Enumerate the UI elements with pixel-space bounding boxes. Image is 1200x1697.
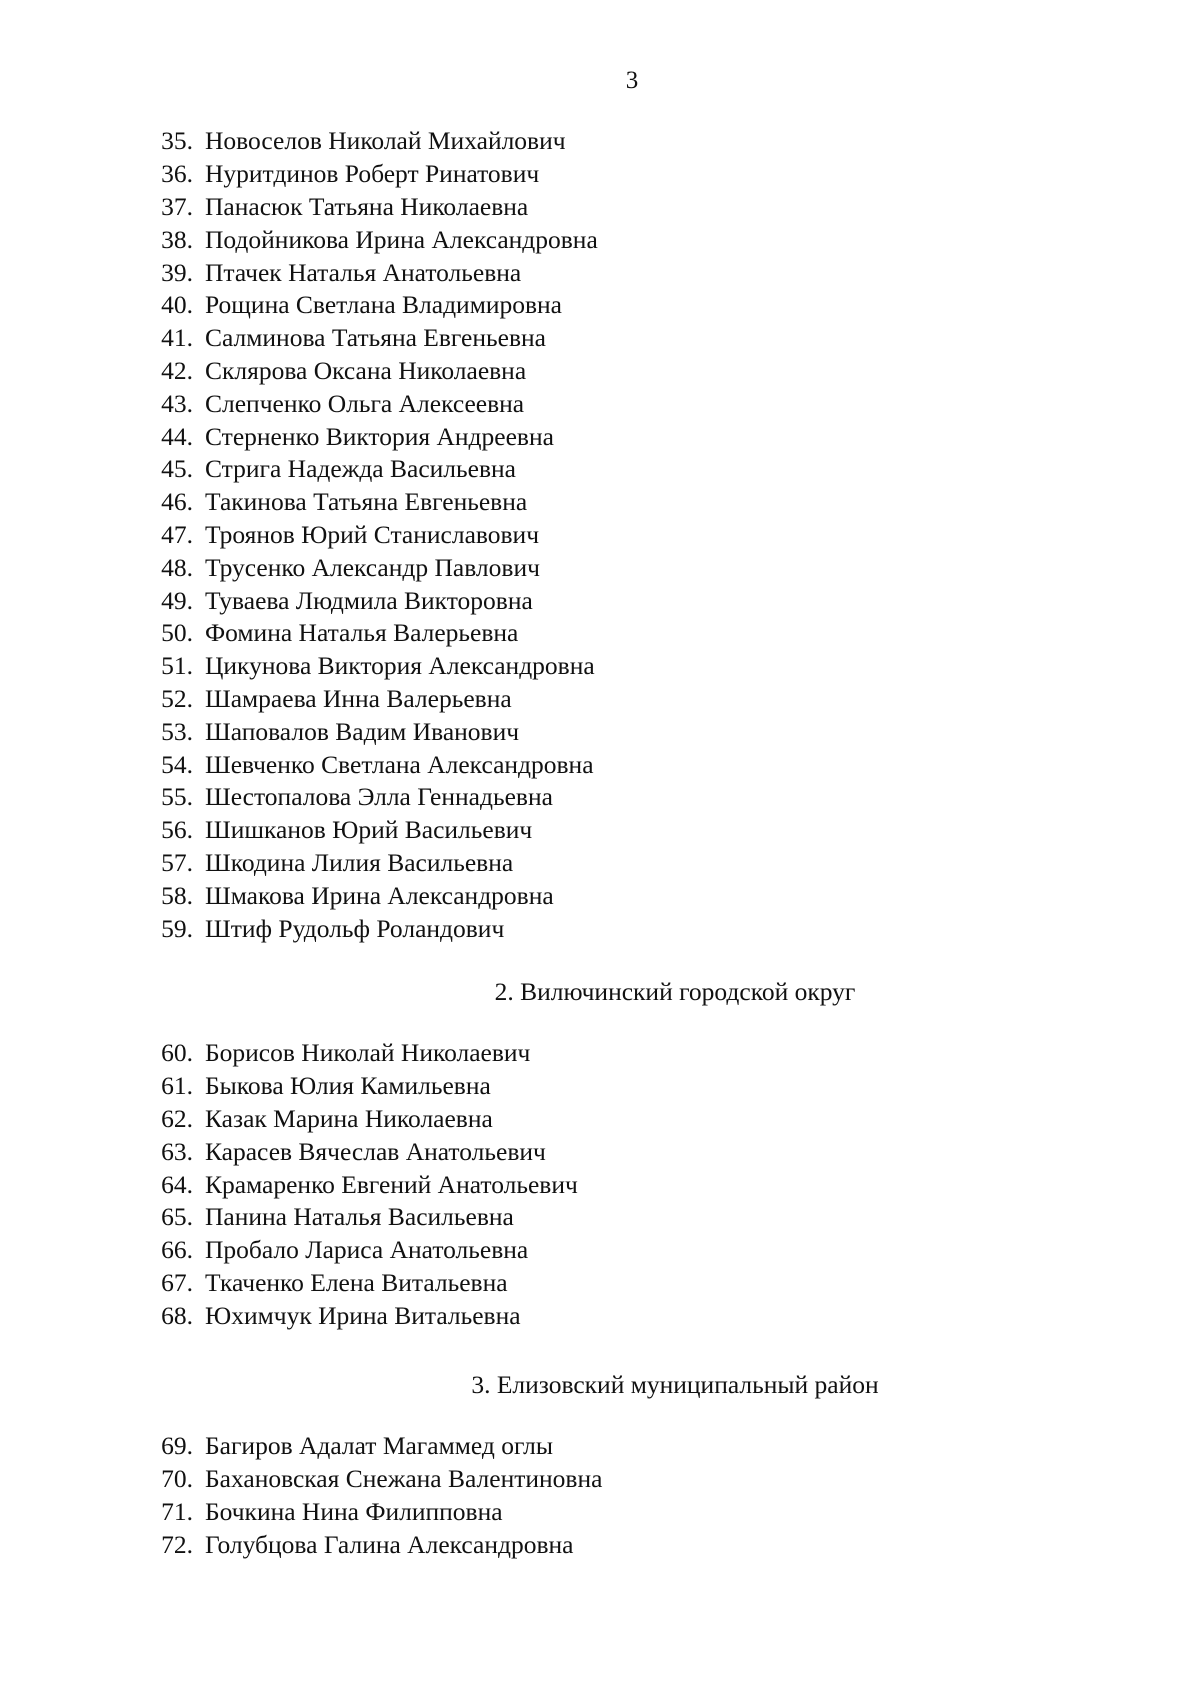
list-item-person-name: Троянов Юрий Станиславович [205, 519, 540, 549]
list-item-person-name: Такинова Татьяна Евгеньевна [205, 487, 528, 517]
list-item [143, 1201, 1043, 1234]
name-list-section-2 [143, 1037, 1043, 1332]
list-item [143, 453, 1043, 486]
list-item-number: 72. [161, 1529, 193, 1559]
list-item [143, 289, 1043, 322]
list-item-number: 44. [161, 421, 193, 451]
list-item-person-name: Трусенко Александр Павлович [205, 552, 540, 582]
list-item [143, 814, 1043, 847]
list-item-number: 50. [161, 618, 193, 648]
list-item-person-name: Фомина Наталья Валерьевна [205, 618, 519, 648]
list-item [143, 519, 1043, 552]
list-item [143, 1528, 1043, 1561]
list-item-person-name: Стерненко Виктория Андреевна [205, 421, 554, 451]
page-number: 3 [625, 67, 639, 94]
list-item-number: 65. [161, 1202, 193, 1232]
section-heading-elizovsky: 3. Елизовский муниципальный район [471, 1370, 879, 1399]
list-item [143, 322, 1043, 355]
list-item [143, 715, 1043, 748]
list-item [143, 1168, 1043, 1201]
list-item-number: 52. [161, 683, 193, 713]
list-item [143, 420, 1043, 453]
list-item-number: 57. [161, 847, 193, 877]
name-list-section-3 [143, 1430, 1043, 1561]
list-item [143, 486, 1043, 519]
list-item-person-name: Шкодина Лилия Васильевна [205, 847, 514, 877]
list-item-number: 38. [161, 224, 193, 254]
list-item-number: 49. [161, 585, 193, 615]
list-item-person-name: Шевченко Светлана Александровна [205, 749, 594, 779]
list-item-number: 56. [161, 815, 193, 845]
list-item [143, 551, 1043, 584]
list-item-person-name: Багиров Адалат Магаммед оглы [205, 1431, 553, 1461]
list-item [143, 1234, 1043, 1267]
list-item [143, 1496, 1043, 1529]
list-item-number: 69. [161, 1431, 193, 1461]
list-item [143, 387, 1043, 420]
list-item-number: 43. [161, 388, 193, 418]
list-item-number: 68. [161, 1300, 193, 1330]
list-item [143, 1037, 1043, 1070]
list-item [143, 617, 1043, 650]
list-item-number: 36. [161, 159, 193, 189]
list-item-person-name: Панасюк Татьяна Николаевна [205, 191, 529, 221]
list-item [143, 1267, 1043, 1300]
list-item-person-name: Голубцова Галина Александровна [205, 1529, 574, 1559]
list-item-person-name: Склярова Оксана Николаевна [205, 355, 527, 385]
list-item-person-name: Крамаренко Евгений Анатольевич [205, 1169, 578, 1199]
list-item-person-name: Шмакова Ирина Александровна [205, 880, 554, 910]
list-item-number: 55. [161, 782, 193, 812]
list-item-person-name: Ткаченко Елена Витальевна [205, 1267, 508, 1297]
list-item [143, 650, 1043, 683]
list-item-number: 54. [161, 749, 193, 779]
list-item [143, 781, 1043, 814]
list-item-number: 48. [161, 552, 193, 582]
list-item-person-name: Борисов Николай Николаевич [205, 1038, 531, 1068]
list-item-person-name: Панина Наталья Васильевна [205, 1202, 514, 1232]
list-item-number: 60. [161, 1038, 193, 1068]
list-item-person-name: Шаповалов Вадим Иванович [205, 716, 520, 746]
list-item-number: 46. [161, 487, 193, 517]
list-item-number: 71. [161, 1496, 193, 1526]
list-item-number: 66. [161, 1235, 193, 1265]
list-item-person-name: Карасев Вячеслав Анатольевич [205, 1136, 546, 1166]
list-item-person-name: Бочкина Нина Филипповна [205, 1496, 503, 1526]
list-item-person-name: Штиф Рудольф Роландович [205, 913, 505, 943]
list-item-number: 45. [161, 454, 193, 484]
list-item [143, 683, 1043, 716]
list-item-number: 37. [161, 191, 193, 221]
list-item-number: 64. [161, 1169, 193, 1199]
list-item-number: 42. [161, 355, 193, 385]
list-item-number: 61. [161, 1071, 193, 1101]
list-item [143, 1070, 1043, 1103]
list-item-person-name: Бахановская Снежана Валентиновна [205, 1464, 603, 1494]
list-item-number: 70. [161, 1464, 193, 1494]
list-item-number: 58. [161, 880, 193, 910]
list-item-person-name: Шамраева Инна Валерьевна [205, 683, 512, 713]
list-item-person-name: Шишканов Юрий Васильевич [205, 815, 533, 845]
list-item-person-name: Подойникова Ирина Александровна [205, 224, 598, 254]
list-item [143, 125, 1043, 158]
list-item [143, 584, 1043, 617]
list-item [143, 748, 1043, 781]
list-item [143, 158, 1043, 191]
list-item-person-name: Быкова Юлия Камильевна [205, 1071, 491, 1101]
list-item [143, 912, 1043, 945]
list-item-number: 47. [161, 519, 193, 549]
list-item-person-name: Рощина Светлана Владимировна [205, 290, 562, 320]
list-item-number: 39. [161, 257, 193, 287]
list-item [143, 847, 1043, 880]
list-item-number: 53. [161, 716, 193, 746]
list-item-person-name: Юхимчук Ирина Витальевна [205, 1300, 521, 1330]
list-item [143, 1430, 1043, 1463]
list-item [143, 256, 1043, 289]
name-list-section-1 [143, 125, 1043, 945]
list-item [143, 1103, 1043, 1136]
list-item-number: 41. [161, 323, 193, 353]
list-item-person-name: Птачек Наталья Анатольевна [205, 257, 522, 287]
list-item-number: 62. [161, 1103, 193, 1133]
list-item-person-name: Цикунова Виктория Александровна [205, 651, 595, 681]
list-item [143, 1299, 1043, 1332]
list-item-person-name: Стрига Надежда Васильевна [205, 454, 516, 484]
section-heading-vilyuchinsky: 2. Вилючинский городской округ [494, 977, 856, 1006]
list-item-person-name: Новоселов Николай Михайлович [205, 126, 566, 156]
list-item-person-name: Пробало Лариса Анатольевна [205, 1235, 529, 1265]
list-item-person-name: Салминова Татьяна Евгеньевна [205, 323, 546, 353]
list-item-person-name: Казак Марина Николаевна [205, 1103, 493, 1133]
list-item-number: 67. [161, 1267, 193, 1297]
list-item [143, 879, 1043, 912]
list-item-person-name: Шестопалова Элла Геннадьевна [205, 782, 553, 812]
list-item-number: 40. [161, 290, 193, 320]
list-item [143, 191, 1043, 224]
list-item [143, 355, 1043, 388]
list-item [143, 1135, 1043, 1168]
list-item-number: 59. [161, 913, 193, 943]
list-item [143, 223, 1043, 256]
list-item-number: 35. [161, 126, 193, 156]
list-item-number: 63. [161, 1136, 193, 1166]
list-item-number: 51. [161, 651, 193, 681]
list-item-person-name: Нуритдинов Роберт Ринатович [205, 159, 540, 189]
list-item-person-name: Слепченко Ольга Алексеевна [205, 388, 525, 418]
list-item-person-name: Туваева Людмила Викторовна [205, 585, 533, 615]
list-item [143, 1463, 1043, 1496]
